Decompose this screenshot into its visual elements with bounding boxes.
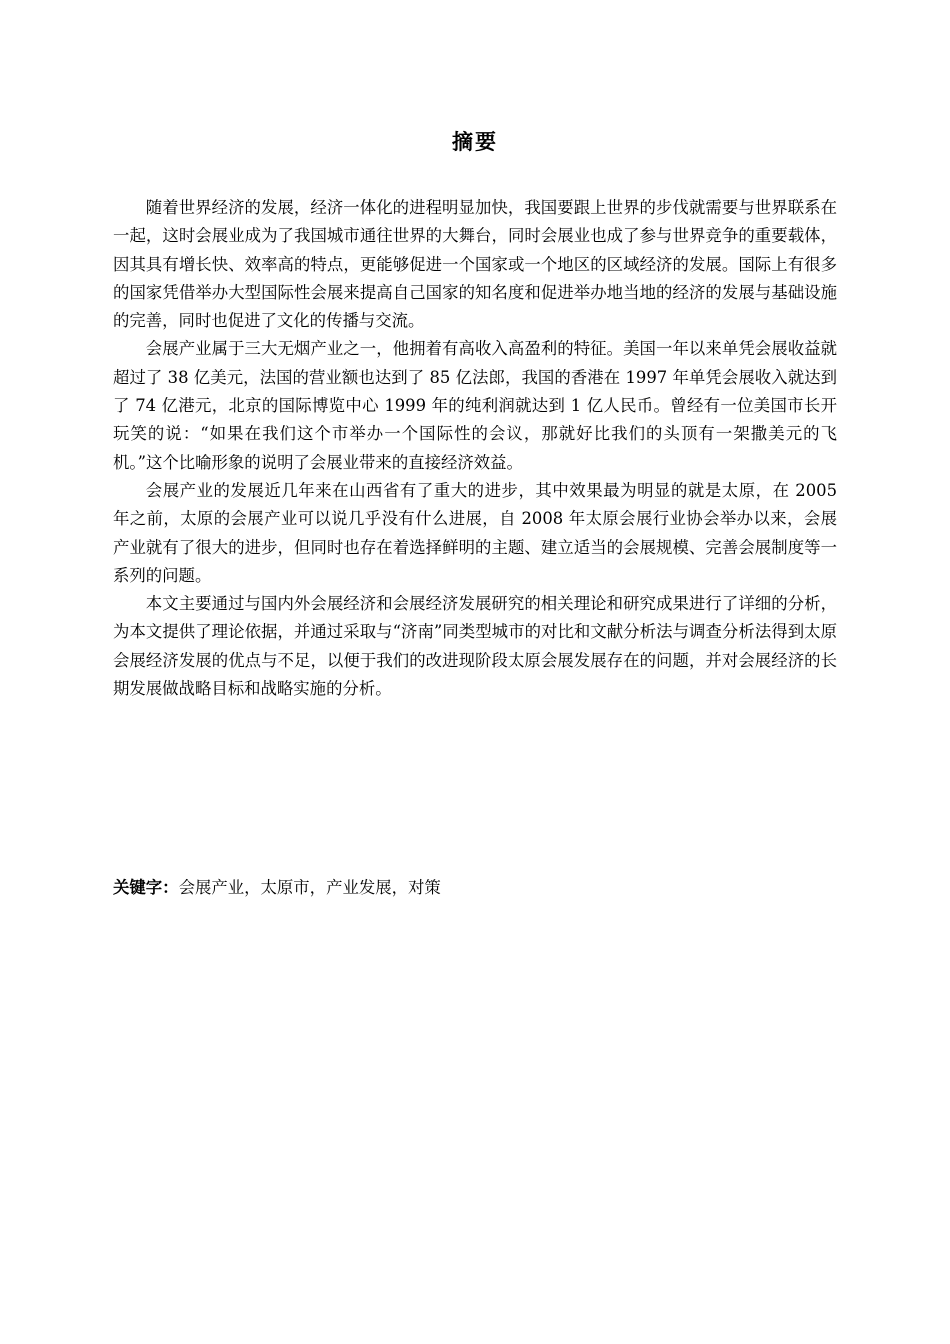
keywords-line	[113, 874, 837, 902]
abstract-paragraph-4: 本文主要通过与国内外会展经济和会展经济发展研究的相关理论和研究成果进行了详细的分析，为本文提供了理论依据，并通过采取与“济南”同类型城市的对比和文献分析法与调查分析法得到太原会展经济发展的优点与不足，以便于我们的改进现阶段太原会展发展存在的问题，并对会展经济的长期发展做战略目标和战略实施的分析。	[113, 594, 837, 699]
abstract-paragraph-3: 会展产业的发展近几年来在山西省有了重大的进步，其中效果最为明显的就是太原，在 2005 年之前，太原的会展产业可以说几乎没有什么进展，自 2008 年太原会展行业协会举办以来，会展产业就有了很大的进步，但同时也存在着选择鲜明的主题、建立适当的会展规模、完善会展制度等一系列的问题。	[113, 480, 837, 585]
abstract-paragraph-1: 随着世界经济的发展，经济一体化的进程明显加快，我国要跟上世界的步伐就需要与世界联系在一起，这时会展业成为了我国城市通往世界的大舞台，同时会展业也成了参与世界竞争的重要载体，因其具有增长快、效率高的特点，更能够促进一个国家或一个地区的区域经济的发展。国际上有很多的国家凭借举办大型国际性会展来提高自己国家的知名度和促进举办地当地的经济的发展与基础设施的完善，同时也促进了文化的传播与交流。	[113, 198, 837, 331]
abstract-title: 摘要	[452, 130, 498, 154]
keywords-value: 会展产业，太原市，产业发展，对策	[178, 878, 441, 897]
abstract-paragraph-2: 会展产业属于三大无烟产业之一，他拥着有高收入高盈利的特征。美国一年以来单凭会展收益就超过了 38 亿美元，法国的营业额也达到了 85 亿法郎，我国的香港在 1997 年单凭会展收入就达到了 74 亿港元，北京的国际博览中心 1999 年的纯利润就达到 1 亿人民币。曾经有一位美国市长开玩笑的说：“如果在我们这个市举办一个国际性的会议，那就好比我们的头顶有一架撒美元的飞机。”这个比喻形象的说明了会展业带来的直接经济效益。	[113, 339, 837, 472]
abstract-body	[113, 194, 837, 703]
keywords-label: 关键字：	[113, 878, 179, 897]
